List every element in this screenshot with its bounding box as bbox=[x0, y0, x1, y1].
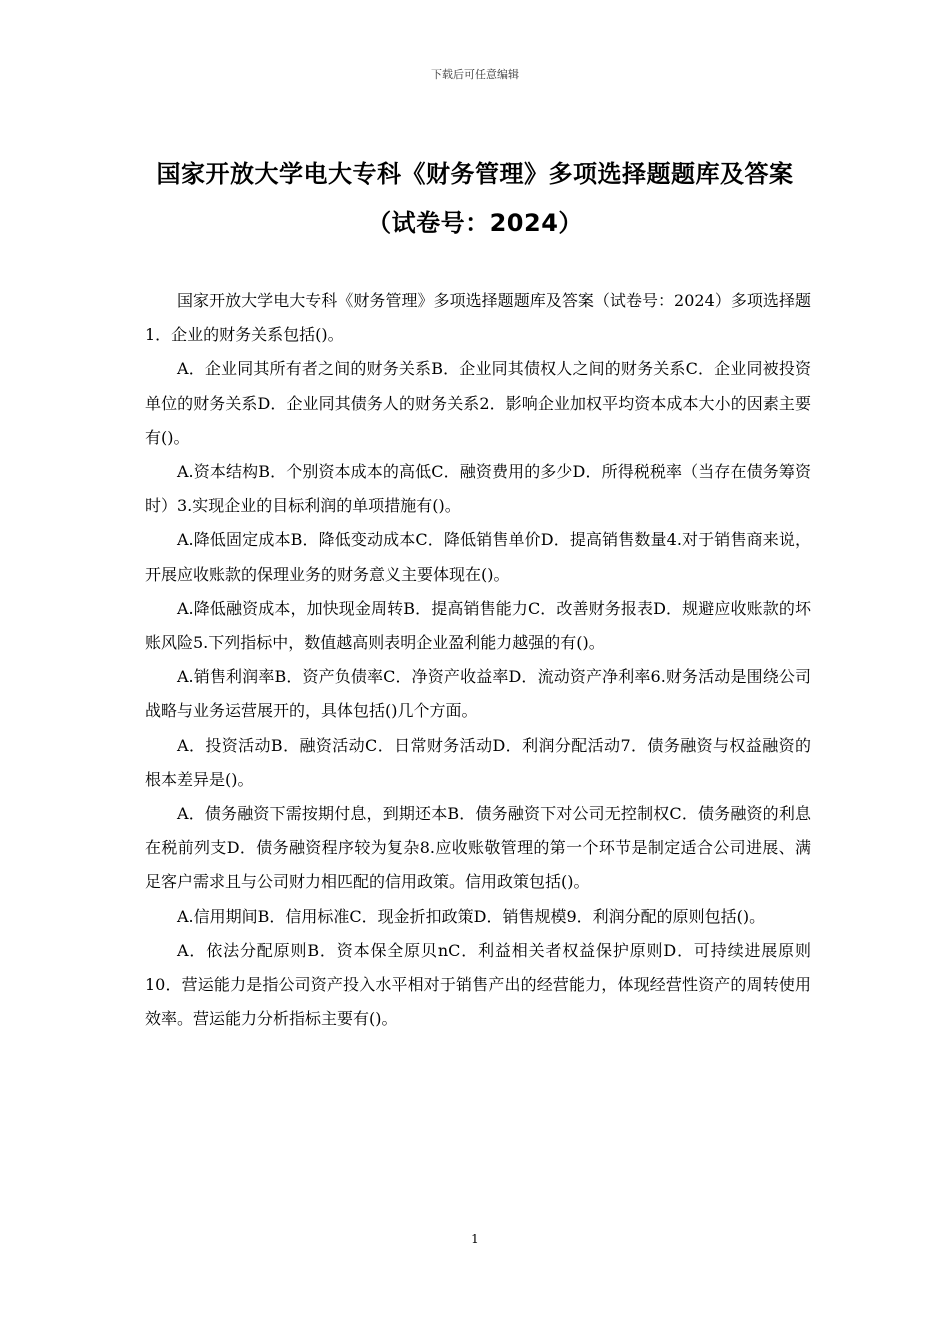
header-note: 下载后可任意编辑 bbox=[431, 68, 519, 81]
paragraph: A.销售利润率B．资产负债率C．净资产收益率D．流动资产净利率6.财务活动是围绕公司战略与业务运营展开的，具体包括()几个方面。 bbox=[145, 667, 811, 721]
paragraph: A.降低融资成本，加快现金周转B．提高销售能力C．改善财务报表D．规避应收账款的坏账风险5.下列指标中，数值越高则表明企业盈利能力越强的有()。 bbox=[145, 598, 811, 653]
paragraph: A．依法分配原则B．资本保全原贝nC．利益相关者权益保护原则D．可持续进展原则10．营运能力是指公司资产投入水平相对于销售产出的经营能力，体现经营性资产的周转使用效率。营运能力分析指标主要有()。 bbox=[145, 940, 811, 1029]
paragraph: A.降低固定成本B．降低变动成本C．降低销售单价D．提高销售数量4.对于销售商来说，开展应收账款的保理业务的财务意义主要体现在()。 bbox=[145, 530, 811, 584]
paragraph: A．企业同其所有者之间的财务关系B．企业同其债权人之间的财务关系C．企业同被投资单位的财务关系D．企业同其债务人的财务关系2．影响企业加权平均资本成本大小的因素主要有()。 bbox=[145, 359, 811, 447]
document-body bbox=[145, 284, 811, 1036]
paragraph: A．投资活动B．融资活动C．日常财务活动D．利润分配活动7．债务融资与权益融资的根本差异是()。 bbox=[145, 735, 811, 789]
document-title: 国家开放大学电大专科《财务管理》多项选择题题库及答案（试卷号：2024） bbox=[156, 160, 794, 237]
paragraph: A.资本结构B．个别资本成本的高低C．融资费用的多少D．所得税税率（当存在债务筹资时）3.实现企业的目标利润的单项措施有()。 bbox=[145, 462, 811, 516]
paragraph: A.信用期间B．信用标准C．现金折扣政策D．销售规模9．利润分配的原则包括()。 bbox=[177, 906, 766, 926]
page-number: 1 bbox=[471, 1232, 479, 1246]
paragraph: A．债务融资下需按期付息，到期还本B．债务融资下对公司无控制权C．债务融资的利息在税前列支D．债务融资程序较为复杂8.应收账敬管理的第一个环节是制定适合公司进展、满足客户需求且与公司财力相匹配的信用政策。信用政策包括()。 bbox=[145, 804, 811, 892]
paragraph: 国家开放大学电大专科《财务管理》多项选择题题库及答案（试卷号：2024）多项选择题1．企业的财务关系包括()。 bbox=[145, 291, 811, 345]
